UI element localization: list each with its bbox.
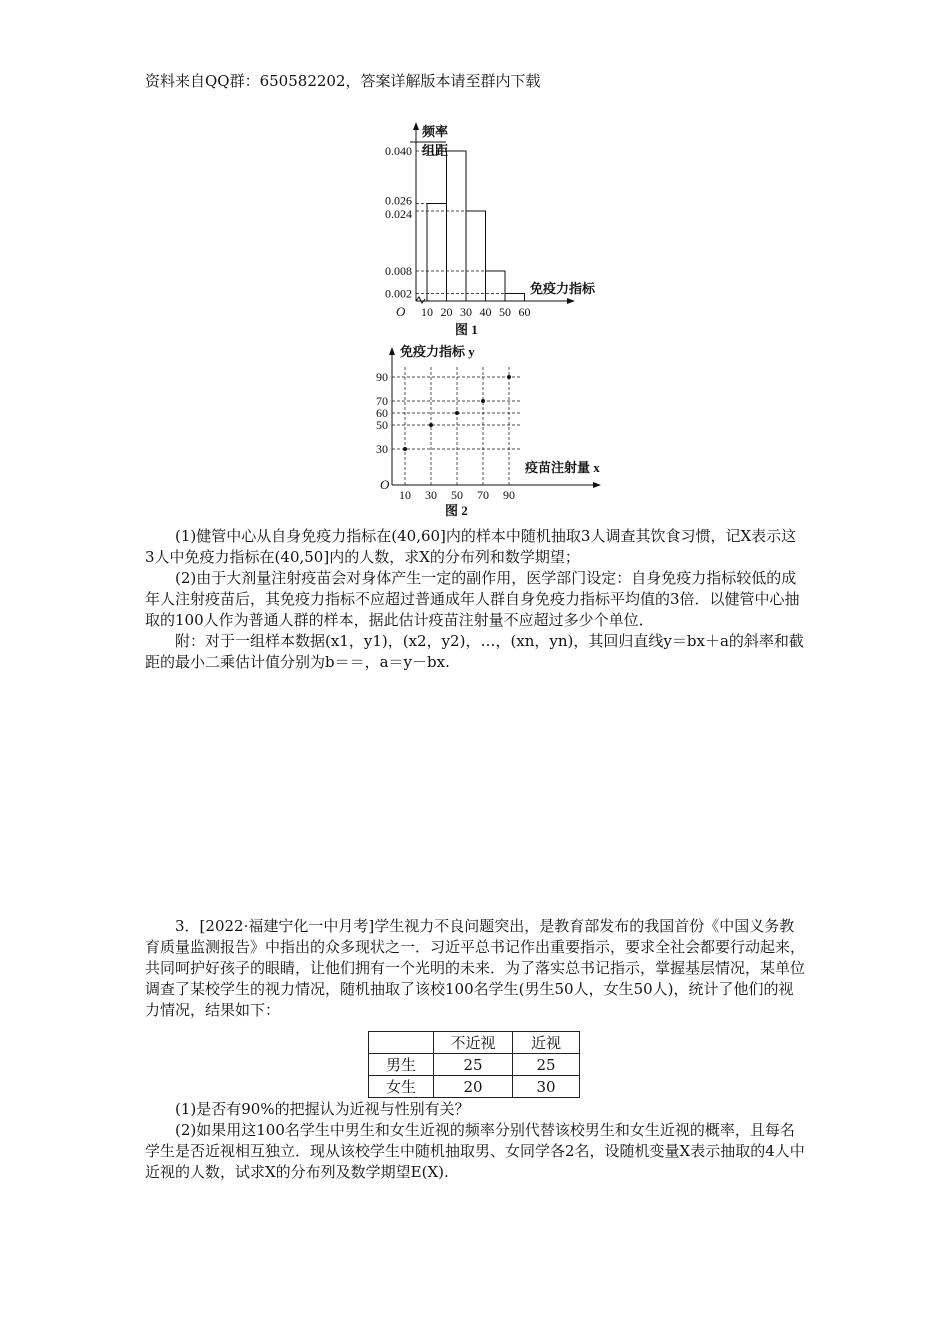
scatter-x-tick: 10 (399, 488, 411, 502)
table-header: 近视 (513, 1032, 580, 1054)
scatter-point (507, 375, 511, 379)
scatter-xlabel: 疫苗注射量 x (525, 460, 600, 475)
histogram-x-tick: 30 (460, 305, 472, 319)
scatter-x-tick: 50 (451, 488, 463, 502)
table-cell (369, 1032, 434, 1054)
scatter-point (403, 447, 407, 451)
table-cell: 25 (513, 1054, 580, 1076)
histogram-x-tick: 50 (499, 305, 511, 319)
scatter-figure (360, 343, 630, 523)
histogram-y-tick: 0.040 (385, 144, 412, 158)
q3-intro: 3．[2022·福建宁化一中月考]学生视力不良问题突出，是教育部发布的我国首份《中国义务教育质量监测报告》中指出的众多现状之一．习近平总书记作出重要指示，要求全社会都要行动起来，共同呵护好孩子的眼睛，让他们拥有一个光明的未来．为了落实总书记指示，掌握基层情况，某单位调查了某校学生的视力情况，随机抽取了该校100名学生(男生50人，女生50人)，统计了他们的视力情况，结果如下： (145, 917, 806, 1019)
table-cell: 30 (513, 1076, 580, 1098)
histogram-x-tick: 40 (479, 305, 492, 319)
q2-part1: (1)健管中心从自身免疫力指标在(40,60]内的样本中随机抽取3人调查其饮食习惯，记X表示这3人中免疫力指标在(40,50]内的人数，求X的分布列和数学期望； (145, 527, 797, 566)
scatter-ylabel: 免疫力指标 y (400, 344, 475, 359)
histogram-bar (466, 211, 486, 301)
vision-table (368, 1031, 580, 1098)
scatter-y-tick: 50 (376, 418, 388, 432)
histogram-ylabel-bottom: 组距 (422, 143, 449, 158)
histogram-y-tick: 0.026 (385, 193, 412, 208)
q2-appendix: 附：对于一组样本数据(x1，y1)，(x2，y2)，…，(xn，yn)，其回归直线y＝bx＋a的斜率和截距的最小二乘估计值分别为b＝＝，a＝y－bx. (145, 632, 804, 671)
question-3-text (145, 916, 805, 1021)
histogram-origin: O (396, 304, 406, 319)
scatter-x-tick: 70 (477, 488, 489, 502)
histogram-figure (360, 118, 620, 343)
histogram-bar (447, 151, 467, 301)
q2-part2: (2)由于大剂量注射疫苗会对身体产生一定的副作用，医学部门设定：自身免疫力指标较低的成年人注射疫苗后，其免疫力指标不应超过普通成年人群自身免疫力指标平均值的3倍．以健管中心抽取的100人作为普通人群的样本，据此估计疫苗注射量不应超过多少个单位． (145, 569, 800, 629)
question-2-text (145, 526, 805, 673)
scatter-y-tick: 70 (376, 394, 388, 408)
histogram-caption: 图 1 (455, 322, 478, 337)
question-3-parts (145, 1099, 805, 1183)
histogram-x-tick: 10 (421, 305, 433, 319)
histogram-bar (427, 204, 447, 302)
table-row (369, 1032, 580, 1054)
histogram-y-tick: 0.024 (385, 207, 412, 221)
histogram-y-tick: 0.008 (385, 264, 412, 278)
table-cell: 女生 (369, 1076, 434, 1098)
histogram-bar (486, 271, 506, 301)
scatter-caption: 图 2 (445, 503, 468, 518)
histogram-y-tick: 0.002 (385, 286, 412, 301)
table-row (369, 1054, 580, 1076)
scatter-point (481, 399, 485, 403)
q3-part2: (2)如果用这100名学生中男生和女生近视的频率分别代替该校男生和女生近视的概率，且每名学生是否近视相互独立．现从该校学生中随机抽取男、女同学各2名，设随机变量X表示抽取的4人中近视的人数，试求X的分布列及数学期望E(X). (145, 1121, 805, 1181)
histogram-x-tick: 60 (518, 305, 531, 319)
scatter-x-tick: 30 (425, 488, 437, 502)
histogram-x-tick: 20 (440, 305, 453, 319)
histogram-xlabel: 免疫力指标 (530, 281, 596, 296)
scatter-point (429, 423, 433, 427)
table-header: 不近视 (434, 1032, 513, 1054)
scatter-origin: O (380, 477, 390, 492)
scatter-x-tick: 90 (503, 488, 515, 502)
q3-part1: (1)是否有90%的把握认为近视与性别有关？ (175, 1100, 470, 1118)
histogram-bar (505, 294, 525, 302)
table-cell: 男生 (369, 1054, 434, 1076)
table-row (369, 1076, 580, 1098)
table-cell: 20 (434, 1076, 513, 1098)
scatter-y-tick: 90 (376, 370, 388, 384)
scatter-y-tick: 60 (376, 406, 388, 420)
histogram-ylabel-top: 频率 (422, 124, 449, 139)
page-header: 资料来自QQ群：650582202，答案详解版本请至群内下载 (145, 72, 541, 90)
table-cell: 25 (434, 1054, 513, 1076)
scatter-point (455, 411, 459, 415)
scatter-y-tick: 30 (376, 442, 388, 456)
